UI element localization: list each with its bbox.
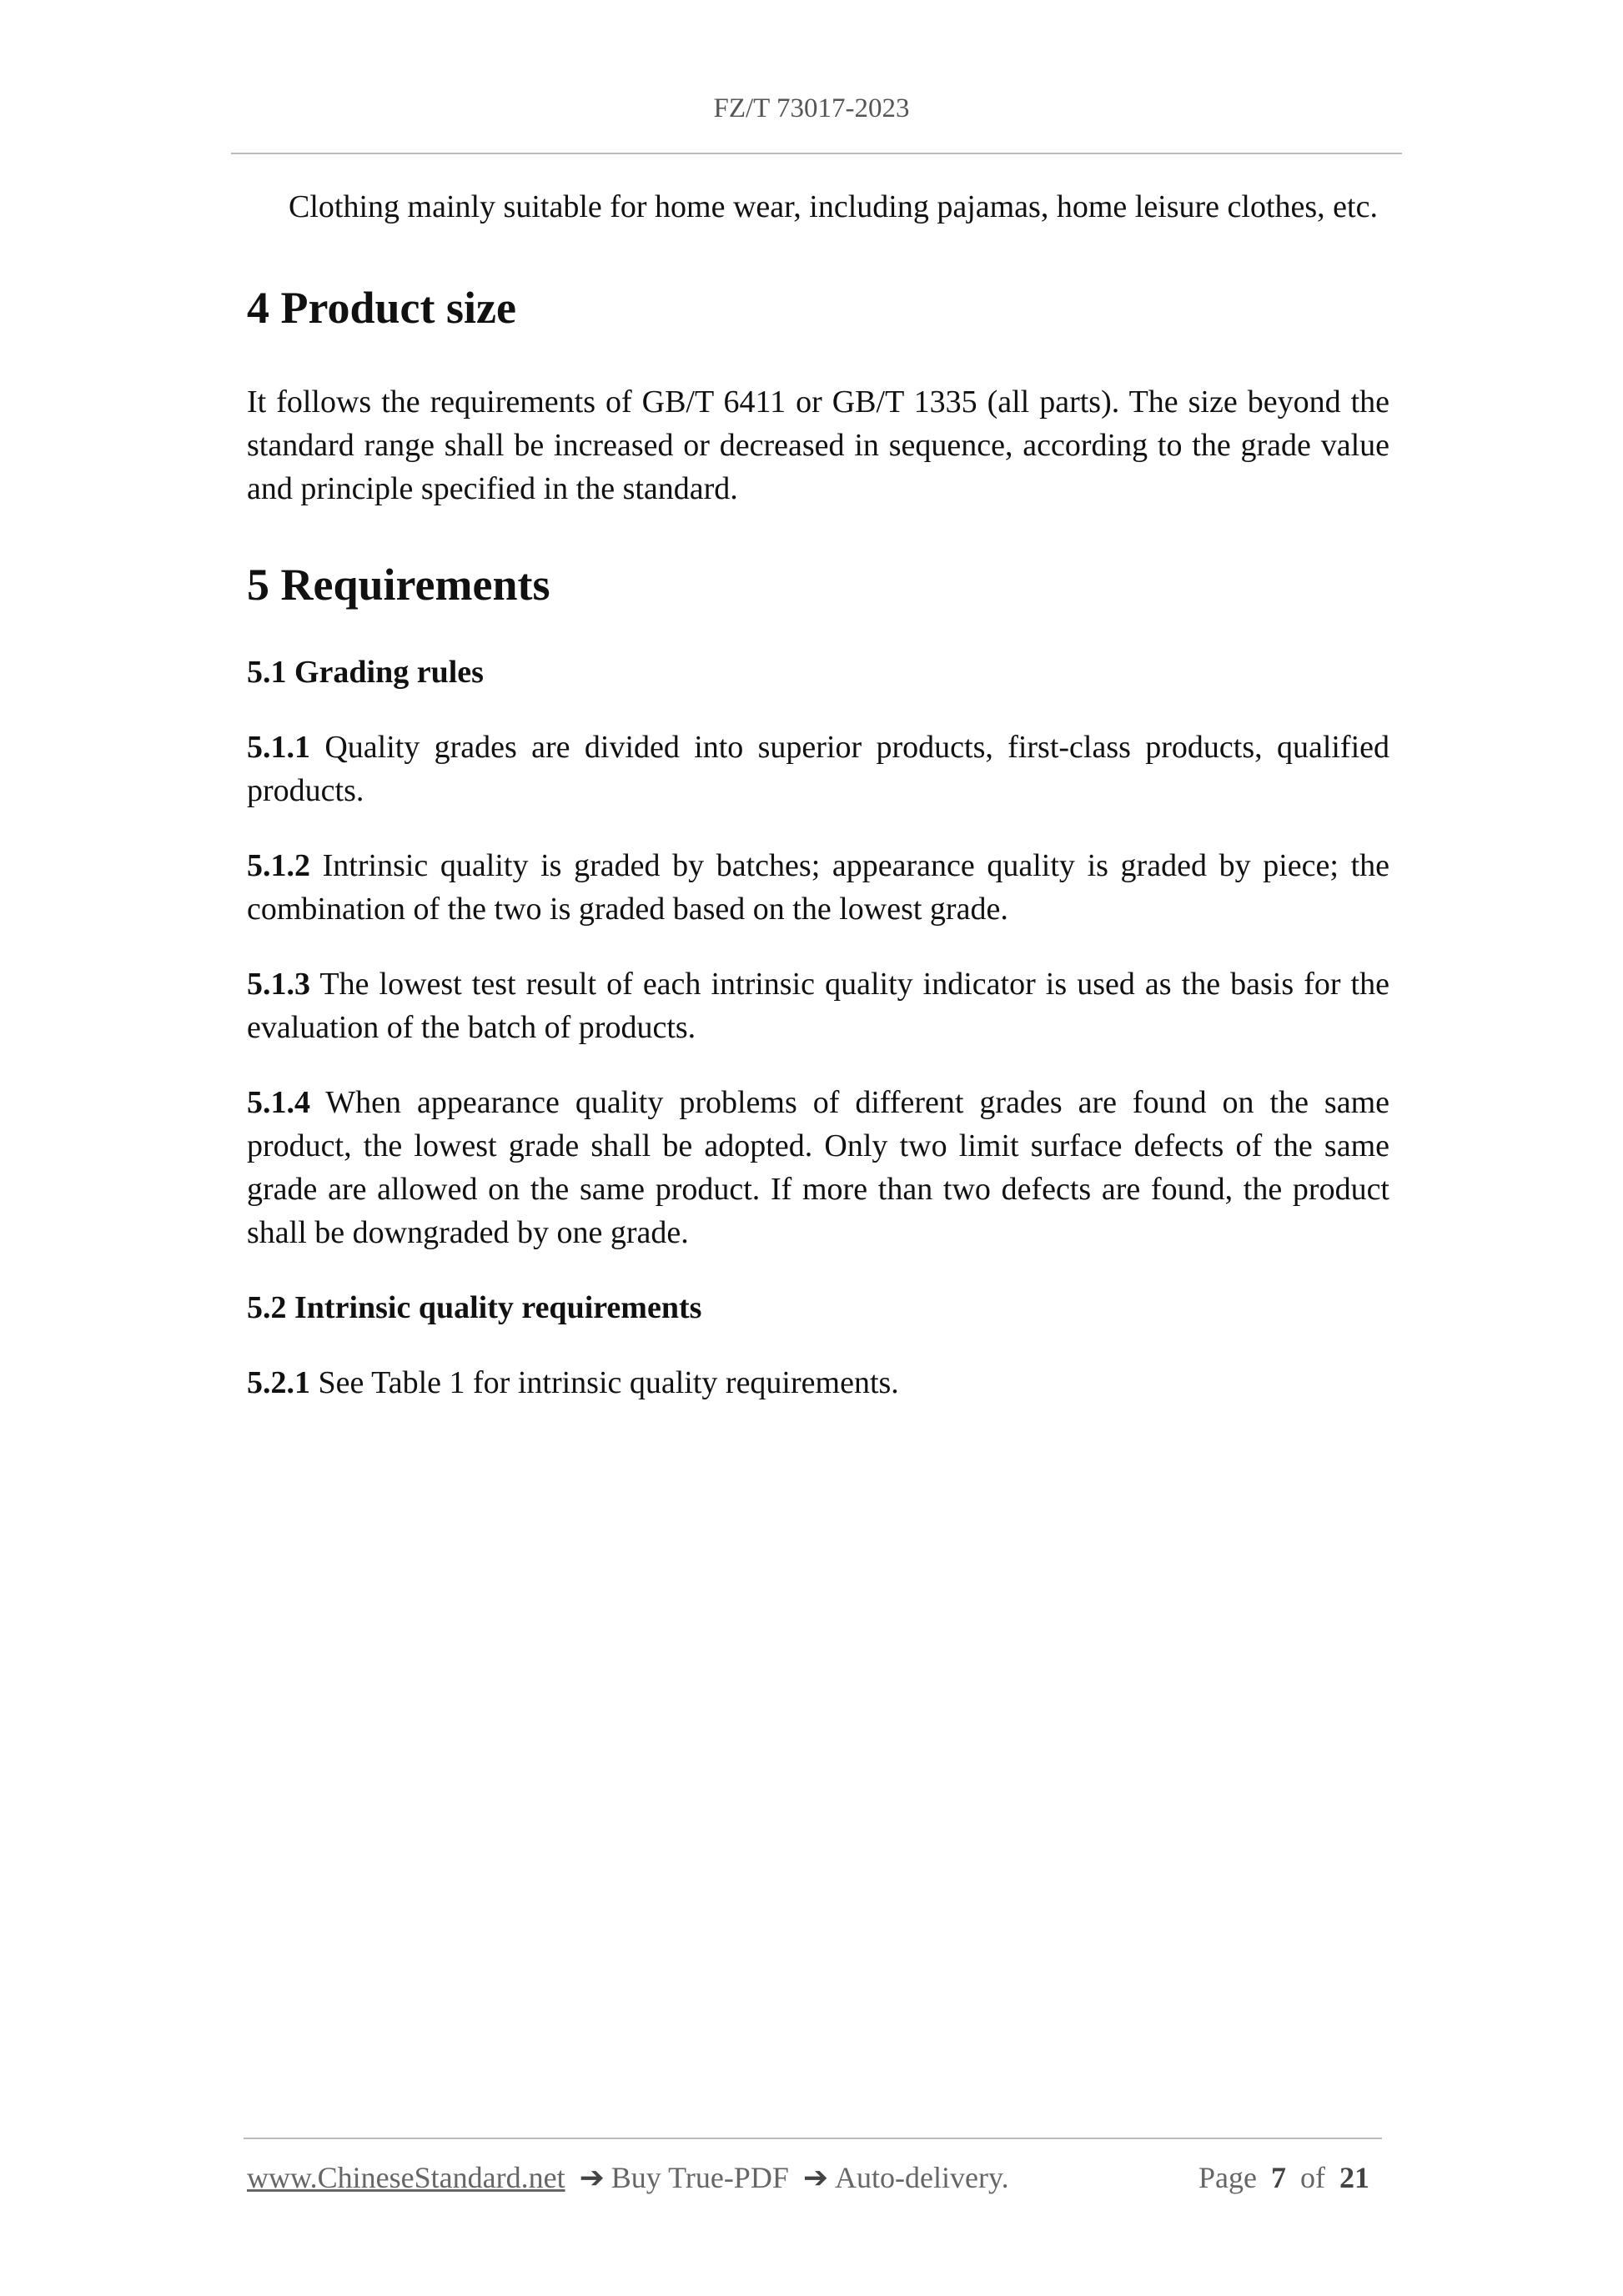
header-divider xyxy=(231,153,1402,154)
footer-divider xyxy=(244,2138,1382,2139)
footer-left xyxy=(247,2160,1009,2195)
clause-text: See Table 1 for intrinsic quality requirements. xyxy=(318,1365,899,1400)
clause-number: 5.1.4 xyxy=(247,1085,310,1120)
subsection-5-1-heading: 5.1 Grading rules xyxy=(247,655,484,690)
intro-paragraph: Clothing mainly suitable for home wear, including pajamas, home leisure clothes, etc. xyxy=(289,189,1378,224)
clause-5-1-4 xyxy=(247,1081,1389,1254)
site-link[interactable]: www.ChineseStandard.net xyxy=(247,2161,565,2194)
clause-number: 5.1.2 xyxy=(247,848,310,883)
clause-text: Intrinsic quality is graded by batches; appearance quality is graded by piece; the combination of the two is graded based on the lowest grade. xyxy=(247,848,1389,927)
current-page: 7 xyxy=(1271,2161,1286,2194)
page-word: Page xyxy=(1198,2161,1257,2194)
clause-5-2-1 xyxy=(247,1361,1389,1404)
clause-5-1-1 xyxy=(247,726,1389,812)
clause-number: 5.1.1 xyxy=(247,730,310,765)
delivery-text: Auto-delivery. xyxy=(835,2161,1009,2194)
clause-5-1-3 xyxy=(247,962,1389,1049)
clause-text: The lowest test result of each intrinsic quality indicator is used as the basis for the evaluation of the batch of products. xyxy=(247,967,1389,1045)
total-pages: 21 xyxy=(1339,2161,1369,2194)
page-indicator xyxy=(1198,2160,1376,2195)
page-header: FZ/T 73017-2023 xyxy=(713,93,910,123)
section-4-text: It follows the requirements of GB/T 6411 or GB/T 1335 (all parts). The size beyond the standard range shall be increased or decreased in sequence, according to the grade value and principle specified in the standard. xyxy=(247,384,1389,506)
subsection-5-2-heading: 5.2 Intrinsic quality requirements xyxy=(247,1290,702,1325)
clause-5-1-2 xyxy=(247,844,1389,931)
clause-number: 5.1.3 xyxy=(247,967,310,1002)
section-5-heading: 5 Requirements xyxy=(247,560,550,610)
arrow-right-icon: ➔ xyxy=(802,2161,829,2194)
clause-number: 5.2.1 xyxy=(247,1365,310,1400)
page-content xyxy=(247,185,1389,1436)
arrow-right-icon: ➔ xyxy=(579,2161,605,2194)
clause-text: Quality grades are divided into superior products, first-class products, qualified products. xyxy=(247,730,1390,808)
section-4-heading: 4 Product size xyxy=(247,283,516,333)
clause-text: When appearance quality problems of different grades are found on the same product, the lowest grade shall be adopted. Only two limit surface defects of the same grade are allowed on the same product. If more than two defects are found, the product shall be downgraded by one grade. xyxy=(247,1085,1389,1250)
of-word: of xyxy=(1300,2161,1325,2194)
buy-text: Buy True-PDF xyxy=(611,2161,789,2194)
page-footer xyxy=(247,2160,1376,2195)
